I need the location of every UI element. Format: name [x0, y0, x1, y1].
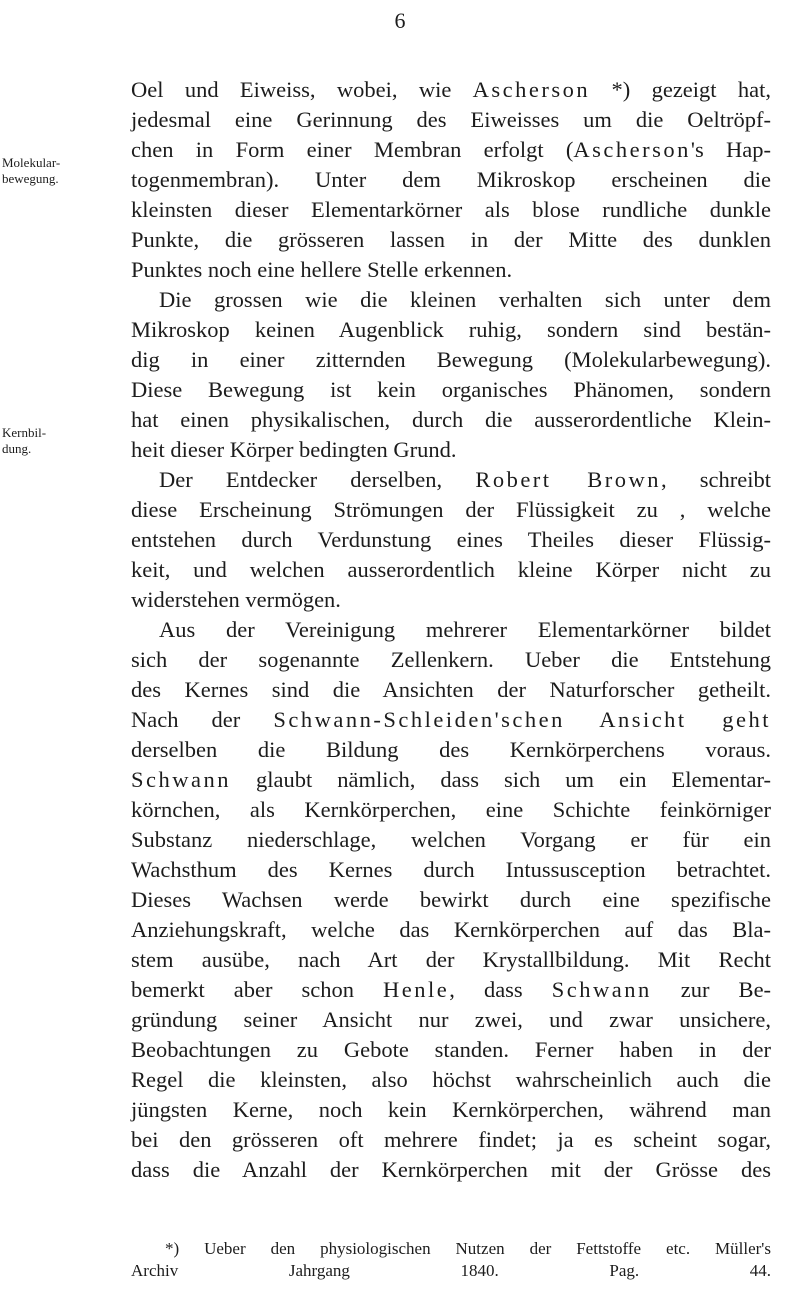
author-name-robert-brown: Robert Brown — [475, 467, 661, 492]
text-line — [131, 765, 771, 795]
margin-note-kernbildung — [2, 425, 72, 457]
text-line — [131, 465, 771, 495]
text-run: , dass — [449, 977, 523, 1002]
text-line: entstehen durch Verdunstung eines Theiles dieser Flüssig- — [131, 527, 771, 552]
text-line: körnchen, als Kernkörperchen, eine Schichte feinkörniger — [131, 797, 771, 822]
margin-note-line: Molekular- — [2, 155, 61, 170]
text-line: Diese Bewegung ist kein organisches Phänomen, sondern — [131, 377, 771, 402]
text-line: sich der sogenannte Zellenkern. Ueber die Entstehung — [131, 647, 771, 672]
text-line: keit, und welchen ausserordentlich kleine Körper nicht zu — [131, 557, 771, 582]
margin-note-line: bewegung. — [2, 171, 59, 186]
text-line: Punkte, die grösseren lassen in der Mitte des dunklen — [131, 227, 771, 252]
author-name-schwann: Schwann — [131, 767, 231, 792]
text-line: kleinsten dieser Elementarkörner als blose rundliche dunkle — [131, 197, 771, 222]
text-line: Regel die kleinsten, also höchst wahrscheinlich auch die — [131, 1067, 771, 1092]
author-name-schwann: Schwann — [551, 977, 652, 1002]
text-line — [131, 705, 771, 735]
footnote — [131, 1238, 771, 1282]
text-line: derselben die Bildung des Kernkörperchens voraus. — [131, 737, 771, 762]
margin-note-molekularbewegung — [2, 155, 72, 187]
text-line: des Kernes sind die Ansichten der Naturforscher getheilt. — [131, 677, 771, 702]
text-line: diese Erscheinung Strömungen der Flüssigkeit zu , welche — [131, 497, 771, 522]
text-line: dass die Anzahl der Kernkörperchen mit der Grösse des — [131, 1157, 771, 1182]
text-run: *) gezeigt hat, — [611, 77, 771, 102]
text-line — [131, 75, 771, 105]
text-line: bei den grösseren oft mehrere findet; ja es scheint sogar, — [131, 1127, 771, 1152]
text-line — [131, 135, 771, 165]
text-line: widerstehen vermögen. — [131, 587, 341, 612]
text-line: Wachsthum des Kernes durch Intussusception betrachtet. — [131, 857, 771, 882]
text-line: Anziehungskraft, welche das Kernkörperchen auf das Bla- — [131, 917, 771, 942]
footnote-line: Archiv Jahrgang 1840. Pag. 44. — [131, 1261, 771, 1280]
text-line: Die grossen wie die kleinen verhalten sich unter dem — [159, 287, 771, 312]
page-number: 6 — [394, 8, 406, 33]
text-line: togenmembran). Unter dem Mikroskop erscheinen die — [131, 167, 771, 192]
text-line: Substanz niederschlage, welchen Vorgang er für ein — [131, 827, 771, 852]
text-run: Nach der — [131, 707, 241, 732]
text-run: 's Hap- — [690, 137, 771, 162]
text-line: Beobachtungen zu Gebote standen. Ferner haben in der — [131, 1037, 771, 1062]
text-line: stem ausübe, nach Art der Krystallbildung. Mit Recht — [131, 947, 771, 972]
text-run: zur Be- — [680, 977, 772, 1002]
text-line: heit dieser Körper bedingten Grund. — [131, 437, 457, 462]
margin-note-line: Kernbil- — [2, 425, 47, 440]
text-line: Punktes noch eine hellere Stelle erkennen. — [131, 257, 513, 282]
text-line: gründung seiner Ansicht nur zwei, und zwar unsichere, — [131, 1007, 771, 1032]
footnote-line: *) Ueber den physiologischen Nutzen der Fettstoffe etc. Müller's — [165, 1239, 771, 1258]
author-name-ascherson: Ascherson — [472, 77, 591, 102]
author-name-schwann-schleiden: Schwann-Schleiden — [273, 707, 495, 732]
text-line: jüngsten Kerne, noch kein Kernkörperchen, während man — [131, 1097, 771, 1122]
text-line: hat einen physikalischen, durch die ausserordentliche Klein- — [131, 407, 771, 432]
author-name-ascherson: Ascherson — [573, 137, 691, 162]
text-run: chen in Form einer Membran erfolgt ( — [131, 137, 574, 162]
text-line: jedesmal eine Gerinnung des Eiweisses um die Oeltröpf- — [131, 107, 771, 132]
text-run: glaubt nämlich, dass sich um ein Elementar- — [256, 767, 771, 792]
text-run: Oel und Eiweiss, wobei, wie — [131, 77, 452, 102]
text-run: bemerkt aber schon — [131, 977, 354, 1002]
margin-note-line: dung. — [2, 441, 32, 456]
text-line: dig in einer zitternden Bewegung (Molekularbewegung). — [131, 347, 771, 372]
text-line: Mikroskop keinen Augenblick ruhig, sondern sind bestän- — [131, 317, 771, 342]
body-text — [131, 75, 771, 1185]
text-line: Aus der Vereinigung mehrerer Elementarkörner bildet — [159, 617, 771, 642]
text-line: Dieses Wachsen werde bewirkt durch eine spezifische — [131, 887, 771, 912]
text-run: , schreibt — [660, 467, 772, 492]
text-line — [131, 975, 771, 1005]
text-run: Der Entdecker derselben, — [159, 467, 443, 492]
text-run: 'schen Ansicht geht — [494, 707, 771, 732]
author-name-henle: Henle — [383, 977, 450, 1002]
